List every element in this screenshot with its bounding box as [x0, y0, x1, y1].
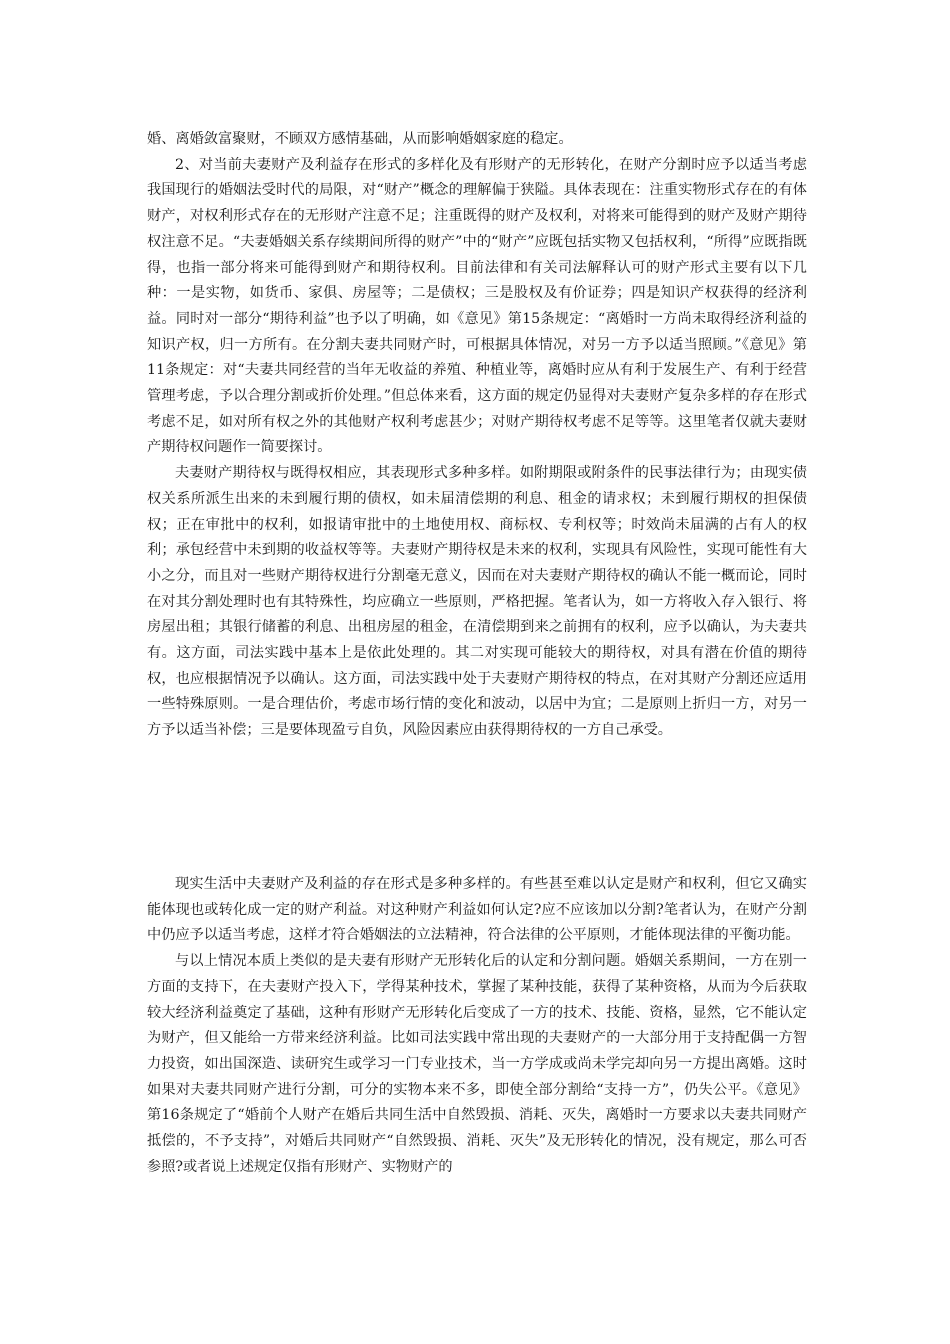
paragraph: 与以上情况本质上类似的是夫妻有形财产无形转化后的认定和分割问题。婚姻关系期间，一方在别一方面的支持下，在夫妻财产投入下，学得某种技术，掌握了某种技能，获得了某种资格，从而为今后获取较大经济利益奠定了基础，这种有形财产无形转化后变成了一方的技术、技能、资格，显然，它不能认定为财产，但又能给一方带来经济利益。比如司法实践中常出现的夫妻财产的一大部分用于支持配偶一方智力投资，如出国深造、读研究生或学习一门专业技术，当一方学成或尚未学完却向另一方提出离婚。这时如果对夫妻共同财产进行分割，可分的实物本来不多，即使全部分割给“支持一方”，仍失公平。《意见》第16条规定了“婚前个人财产在婚后共同生活中自然毁损、消耗、灭失，离婚时一方要求以夫妻共同财产抵偿的，不予支持”，对婚后共同财产“自然毁损、消耗、灭失”及无形转化的情况，没有规定，那么可否参照?或者说上述规定仅指有形财产、实物财产的	[147, 953, 807, 1175]
paragraph: 现实生活中夫妻财产及利益的存在形式是多种多样的。有些甚至难以认定是财产和权利，但它又确实能体现也或转化成一定的财产利益。对这种财产利益如何认定?应不应该加以分割?笔者认为，在财产分割中仍应予以适当考虑，这样才符合婚姻法的立法精神，符合法律的公平原则，才能体现法律的平衡功能。	[147, 876, 807, 944]
text-section-2	[147, 872, 807, 1180]
paragraph: 2、对当前夫妻财产及利益存在形式的多样化及有形财产的无形转化，在财产分割时应予以适当考虑我国现行的婚姻法受时代的局限，对“财产”概念的理解偏于狭隘。具体表现在：注重实物形式存在的有体财产，对权利形式存在的无形财产注意不足；注重既得的财产及权利，对将来可能得到的财产及财产期待权注意不足。“夫妻婚姻关系存续期间所得的财产”中的“财产”应既包括实物又包括权利，“所得”应既指既得，也指一部分将来可能得到财产和期待权利。目前法律和有关司法解释认可的财产形式主要有以下几种：一是实物，如货币、家俱、房屋等；二是债权；三是股权及有价证券；四是知识产权获得的经济利益。同时对一部分“期待利益”也予以了明确，如《意见》第15条规定：“离婚时一方尚未取得经济利益的知识产权，归一方所有。在分割夫妻共同财产时，可根据具体情况，对另一方予以适当照顾。”《意见》第11条规定：对“夫妻共同经营的当年无收益的养殖、种植业等，离婚时应从有利于发展生产、有利于经营管理考虑，予以合理分割或折价处理。”但总体来看，这方面的规定仍显得对夫妻财产复杂多样的存在形式考虑不足，如对所有权之外的其他财产权利考虑甚少；对财产期待权考虑不足等等。这里笔者仅就夫妻财产期待权问题作一简要探讨。	[147, 156, 807, 456]
paragraph: 婚、离婚敛富聚财，不顾双方感情基础，从而影响婚姻家庭的稳定。	[147, 131, 573, 147]
paragraph: 夫妻财产期待权与既得权相应，其表现形式多种多样。如附期限或附条件的民事法律行为；由现实债权关系所派生出来的未到履行期的债权，如未届清偿期的利息、租金的请求权；未到履行期权的担保债权；正在审批中的权利，如报请审批中的土地使用权、商标权、专利权等；时效尚未届满的占有人的权利；承包经营中未到期的收益权等等。夫妻财产期待权是未来的权利，实现具有风险性，实现可能性有大小之分，而且对一些财产期待权进行分割毫无意义，因而在对夫妻财产期待权的确认不能一概而论，同时在对其分割处理时也有其特殊性，均应确立一些原则，严格把握。笔者认为，如一方将收入存入银行、将房屋出租；其银行储蓄的利息、出租房屋的租金，在清偿期到来之前拥有的权利，应予以确认，为夫妻共有。这方面，司法实践中基本上是依此处理的。其二对实现可能较大的期待权，对具有潜在价值的期待权，也应根据情况予以确认。这方面，司法实践中处于夫妻财产期待权的特点，在对其财产分割还应适用一些特殊原则。一是合理估价，考虑市场行情的变化和波动，以居中为宜；二是原则上折归一方，对另一方予以适当补偿；三是要体现盈亏自负，风险因素应由获得期待权的一方自己承受。	[147, 465, 807, 739]
text-section-1	[147, 127, 807, 744]
